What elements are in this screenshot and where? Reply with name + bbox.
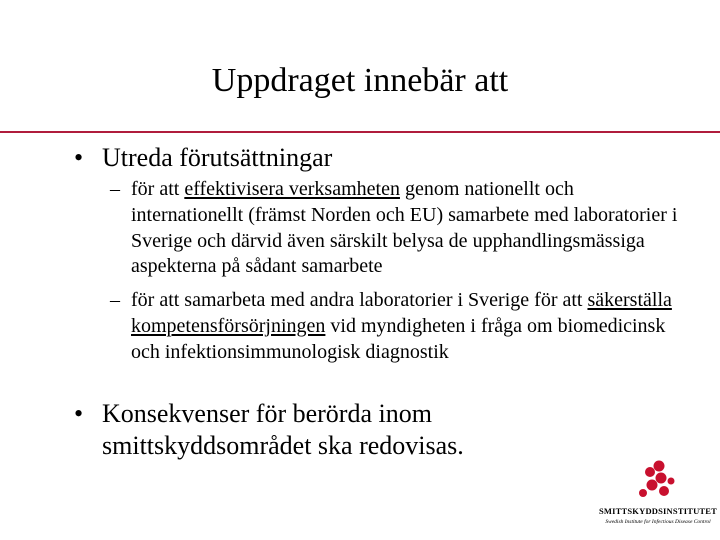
sub-bullet-text-pre: för att samarbeta med andra laboratorier i Sverige för att: [131, 289, 588, 311]
institute-logo: [596, 458, 720, 540]
logo-dot: [659, 486, 669, 496]
sub-bullet-text-post: genom nationellt och internationellt (främst Norden och EU) samarbete med laboratorier i Sverige och därvid även särskilt belysa de upphandlingsmässiga aspekterna på sådant samarbete: [131, 178, 678, 278]
logo-dot: [639, 489, 647, 497]
logo-subtitle: Swedish Institute for Infectious Disease Control: [605, 519, 711, 525]
bullet-marker: •: [74, 143, 84, 172]
bullet-item: [74, 142, 332, 174]
logo-dot: [654, 461, 665, 472]
logo-dot: [645, 467, 655, 477]
sub-bullet-text: [131, 177, 685, 280]
underlined-phrase: säkerställa kompetensförsörjningen: [131, 289, 672, 337]
dash-marker: –: [110, 178, 120, 200]
logo-name: SMITTSKYDDSINSTITUTET: [598, 506, 718, 516]
logo-dot: [656, 473, 667, 484]
bullet-item: [74, 398, 534, 462]
logo-dot: [668, 478, 675, 485]
bullet-text: Utreda förutsättningar: [102, 143, 333, 172]
dash-marker: –: [110, 289, 120, 311]
bullet-text: Konsekvenser för berörda inom smittskyddsområdet ska redovisas.: [102, 399, 464, 460]
logo-dot: [647, 480, 658, 491]
sub-bullet-text-pre: för att: [131, 178, 185, 200]
bullet-marker: •: [74, 399, 84, 428]
dots-emblem-icon: [628, 458, 678, 502]
sub-bullet-text-post: vid myndigheten i fråga om biomedicinsk och infektionsimmunologisk diagnostik: [131, 314, 666, 363]
slide-title: Uppdraget innebär att: [211, 62, 509, 99]
sub-bullet-item: [110, 177, 685, 280]
underlined-phrase: effektivisera verksamheten: [184, 178, 400, 200]
title-divider: [0, 131, 720, 133]
sub-bullet-text: [131, 288, 685, 365]
sub-bullet-item: [110, 288, 685, 365]
